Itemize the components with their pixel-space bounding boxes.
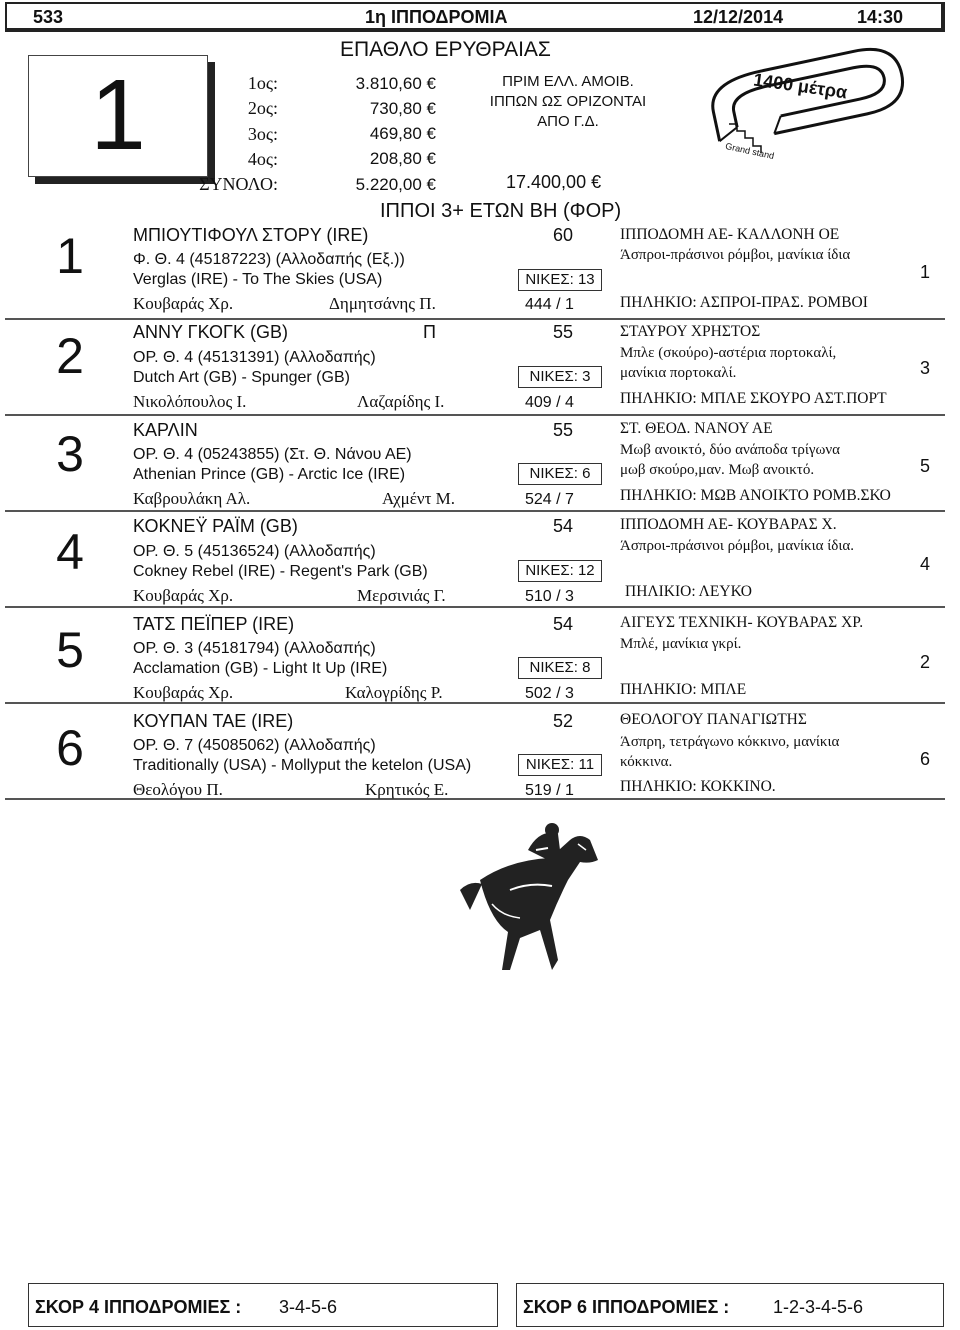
horse-rating: 409 / 4 bbox=[525, 394, 574, 411]
horse-uniform: ΠΗΛΗΚΙΟ: ΜΠΛΕ ΣΚΟΥΡΟ ΑΣΤ.ΠΟΡΤ bbox=[620, 390, 887, 407]
race-title: 1η ΙΠΠΟΔΡΟΜΙΑ bbox=[365, 7, 508, 27]
score4-label: ΣΚΟΡ 4 ΙΠΠΟΔΡΟΜΙΕΣ : bbox=[35, 1297, 242, 1317]
bonus-total: 17.400,00 € bbox=[506, 172, 602, 192]
page-number: 533 bbox=[33, 7, 64, 27]
prize-value: 469,80 € bbox=[369, 124, 436, 143]
horse-weight: 60 bbox=[553, 225, 574, 245]
jockey-horse-icon bbox=[440, 820, 610, 1000]
horse-weight: 55 bbox=[553, 322, 574, 342]
horse-name: ΚΟΥΠΑΝ ΤΑΕ (IRE) bbox=[133, 711, 294, 731]
horse-wins: ΝΙΚΕΣ: 12 bbox=[518, 560, 602, 582]
score4-value: 3-4-5-6 bbox=[279, 1297, 338, 1317]
horse-trainer: Καβρουλάκη Αλ. bbox=[133, 489, 251, 508]
horse-number: 1 bbox=[56, 228, 84, 284]
horse-info: ΟΡ. Θ. 7 (45085062) (Αλλοδαπής) bbox=[133, 737, 376, 754]
prize-label: 1ος: bbox=[247, 73, 278, 93]
horse-trainer: Νικολόπουλος Ι. bbox=[133, 392, 247, 411]
horse-silks-line: Μπλε (σκούρο)-αστέρια πορτοκαλί, bbox=[620, 345, 837, 361]
horse-silks-line: Μπλέ, μανίκια γκρί. bbox=[620, 636, 742, 652]
horse-wins: ΝΙΚΕΣ: 8 bbox=[518, 657, 602, 679]
horse-uniform: ΠΗΛΗΚΙΟ: ΜΩΒ ΑΝΟΙΚΤΟ ΡΟΜΒ.ΣΚΟ bbox=[620, 487, 891, 504]
horse-silks-line: Μωβ ανοικτό, δύο ανάποδα τρίγωνα bbox=[620, 442, 841, 458]
horse-name: ΤΑΤΣ ΠΕΪΠΕΡ (IRE) bbox=[133, 614, 295, 634]
side-number: 1 bbox=[920, 262, 931, 282]
horse-silks-line: Άσπροι-πράσινοι ρόμβοι, μανίκια ίδια bbox=[620, 247, 851, 263]
horse-weight: 55 bbox=[553, 420, 574, 440]
horse-rating: 519 / 1 bbox=[525, 782, 574, 799]
horse-pedigree: Traditionally (USA) - Mollyput the ketelon (USA) bbox=[133, 757, 472, 774]
horse-name: ΚΟΚΝΕΫ ΡΑΪΜ (GB) bbox=[133, 516, 298, 536]
prize-label: 3ος: bbox=[247, 124, 278, 144]
bonus-line: ΑΠΟ Γ.Δ. bbox=[537, 113, 599, 130]
horse-row bbox=[5, 222, 945, 320]
horse-wins: ΝΙΚΕΣ: 6 bbox=[518, 463, 602, 485]
prize-value: 730,80 € bbox=[369, 99, 436, 118]
horse-jockey: Καλογρίδης Ρ. bbox=[345, 683, 443, 702]
horse-rating: 510 / 3 bbox=[525, 588, 574, 605]
race-conditions: ΙΠΠΟΙ 3+ ΕΤΩΝ ΒΗ (ΦΟΡ) bbox=[380, 200, 622, 222]
horse-trainer: Θεολόγου Π. bbox=[133, 780, 223, 799]
track-distance: 1400 μέτρα bbox=[752, 69, 849, 103]
horse-jockey: Δημητσάνης Π. bbox=[329, 294, 436, 313]
horse-number: 4 bbox=[56, 524, 84, 580]
race-number-box bbox=[28, 55, 208, 177]
horse-owner: ΣΤΑΥΡΟΥ ΧΡΗΣΤΟΣ bbox=[620, 323, 761, 340]
horse-uniform: ΠΗΛΗΚΙΟ: ΜΠΛΕ bbox=[620, 681, 747, 698]
horse-row bbox=[5, 510, 945, 608]
horse-silks-line: μανίκια πορτοκαλί. bbox=[620, 365, 737, 381]
track-map-icon bbox=[673, 36, 923, 166]
horse-jockey: Αχμέντ Μ. bbox=[382, 489, 456, 508]
horse-owner: ΙΠΠΟΔΟΜΗ ΑΕ- ΚΑΛΛΟΝΗ ΟΕ bbox=[620, 226, 840, 243]
horse-trainer: Κουβαράς Χρ. bbox=[133, 294, 234, 313]
bonus-line: ΙΠΠΩΝ ΩΣ ΟΡΙΖΟΝΤΑΙ bbox=[489, 93, 647, 110]
horse-silks-line: κόκκινα. bbox=[620, 754, 673, 770]
horse-number: 6 bbox=[56, 720, 84, 776]
side-number: 5 bbox=[920, 456, 931, 476]
horse-pedigree: Verglas (IRE) - To The Skies (USA) bbox=[133, 271, 383, 288]
prize-value: 208,80 € bbox=[369, 149, 436, 168]
grandstand-label: Grand stand bbox=[724, 140, 776, 162]
prize-total-label: ΣΥΝΟΛΟ: bbox=[199, 174, 278, 194]
race-time: 14:30 bbox=[857, 7, 904, 27]
horse-pedigree: Acclamation (GB) - Light It Up (IRE) bbox=[133, 660, 388, 677]
horse-row bbox=[5, 318, 945, 416]
horse-pedigree: Athenian Prince (GB) - Arctic Ice (IRE) bbox=[133, 466, 406, 483]
horse-info: ΟΡ. Θ. 4 (05243855) (Στ. Θ. Νάνου ΑΕ) bbox=[133, 446, 412, 463]
horse-number: 2 bbox=[56, 328, 84, 384]
horse-trainer: Κουβαράς Χρ. bbox=[133, 586, 234, 605]
horse-uniform: ΠΗΛΗΚΙΟ: ΚΟΚΚΙΝΟ. bbox=[620, 778, 776, 795]
horse-weight: 52 bbox=[553, 711, 574, 731]
horse-silks-line: Άσπροι-πράσινοι ρόμβοι, μανίκια ίδια. bbox=[620, 538, 854, 554]
horse-jockey: Μερσινιάς Γ. bbox=[357, 586, 446, 605]
horse-owner: ΘΕΟΛΟΓΟΥ ΠΑΝΑΓΙΩΤΗΣ bbox=[620, 711, 807, 728]
race-number: 1 bbox=[90, 59, 146, 171]
horse-jockey: Λαζαρίδης Ι. bbox=[357, 392, 445, 411]
prize-label: 4ος: bbox=[247, 149, 278, 169]
horse-rating: 524 / 7 bbox=[525, 491, 574, 508]
horse-owner: ΑΙΓΕΥΣ ΤΕΧΝΙΚΗ- ΚΟΥΒΑΡΑΣ ΧΡ. bbox=[620, 614, 864, 631]
score6-box bbox=[516, 1283, 944, 1327]
race-date: 12/12/2014 bbox=[693, 7, 784, 27]
horse-info: ΟΡ. Θ. 3 (45181794) (Αλλοδαπής) bbox=[133, 640, 376, 657]
score6-value: 1-2-3-4-5-6 bbox=[773, 1297, 864, 1317]
horse-trainer: Κουβαράς Χρ. bbox=[133, 683, 234, 702]
horse-weight: 54 bbox=[553, 516, 574, 536]
prize-total-value: 5.220,00 € bbox=[355, 175, 436, 194]
horse-uniform: ΠΗΛΙΚΙΟ: ΛΕΥΚΟ bbox=[625, 583, 752, 600]
horse-number: 5 bbox=[56, 622, 84, 678]
horse-row bbox=[5, 606, 945, 704]
bonus-line: ΠΡΙΜ ΕΛΛ. ΑΜΟΙΒ. bbox=[502, 73, 634, 90]
horse-info: ΟΡ. Θ. 5 (45136524) (Αλλοδαπής) bbox=[133, 543, 376, 560]
horse-pedigree: Dutch Art (GB) - Spunger (GB) bbox=[133, 369, 350, 386]
race-name: ΕΠΑΘΛΟ ΕΡΥΘΡΑΙΑΣ bbox=[340, 38, 551, 61]
horse-info: ΟΡ. Θ. 4 (45131391) (Αλλοδαπής) bbox=[133, 349, 376, 366]
bonus-info bbox=[463, 72, 673, 132]
header-bar bbox=[5, 2, 945, 32]
horse-uniform: ΠΗΛΗΚΙΟ: ΑΣΠΡΟΙ-ΠΡΑΣ. ΡΟΜΒΟΙ bbox=[620, 294, 868, 311]
horse-flag: Π bbox=[423, 322, 436, 342]
side-number: 2 bbox=[920, 652, 931, 672]
score6-label: ΣΚΟΡ 6 ΙΠΠΟΔΡΟΜΙΕΣ : bbox=[523, 1297, 730, 1317]
horse-jockey: Κρητικός Ε. bbox=[365, 780, 449, 799]
score4-box bbox=[28, 1283, 498, 1327]
horse-rating: 444 / 1 bbox=[525, 296, 574, 313]
horse-silks-line: Άσπρη, τετράγωνο κόκκινο, μανίκια bbox=[620, 734, 840, 750]
horse-owner: ΙΠΠΟΔΟΜΗ ΑΕ- ΚΟΥΒΑΡΑΣ Χ. bbox=[620, 516, 837, 533]
horse-row bbox=[5, 414, 945, 512]
horse-wins: ΝΙΚΕΣ: 3 bbox=[518, 366, 602, 388]
prize-value: 3.810,60 € bbox=[355, 74, 436, 93]
prize-label: 2ος: bbox=[247, 98, 278, 118]
horse-info: Φ. Θ. 4 (45187223) (Αλλοδαπής (Εξ.)) bbox=[133, 251, 405, 268]
side-number: 3 bbox=[920, 358, 931, 378]
horse-owner: ΣΤ. ΘΕΟΔ. ΝΑΝΟΥ ΑΕ bbox=[620, 420, 773, 437]
horse-row bbox=[5, 702, 945, 800]
horse-number: 3 bbox=[56, 426, 84, 482]
horse-weight: 54 bbox=[553, 614, 574, 634]
horse-silks-line: μωβ σκούρο,μαν. Μωβ ανοικτό. bbox=[620, 462, 815, 478]
horse-name: ΚΑΡΛΙΝ bbox=[133, 420, 198, 440]
horse-rating: 502 / 3 bbox=[525, 685, 574, 702]
side-number: 4 bbox=[920, 554, 931, 574]
horse-wins: ΝΙΚΕΣ: 11 bbox=[518, 754, 602, 776]
horse-pedigree: Cokney Rebel (IRE) - Regent's Park (GB) bbox=[133, 563, 428, 580]
side-number: 6 bbox=[920, 749, 931, 769]
horse-wins: ΝΙΚΕΣ: 13 bbox=[518, 269, 602, 291]
horse-name: ΜΠΙΟΥΤΙΦΟΥΛ ΣΤΟΡΥ (IRE) bbox=[133, 225, 369, 245]
horse-name: ΑΝΝΥ ΓΚΟΓΚ (GB) bbox=[133, 322, 288, 342]
